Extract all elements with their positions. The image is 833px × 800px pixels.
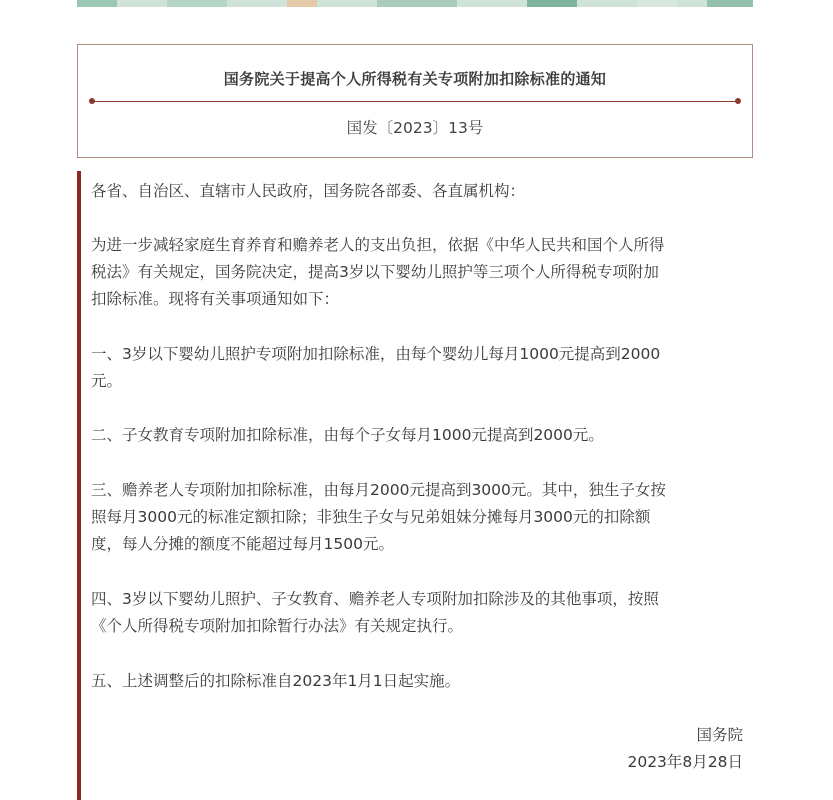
notice-title-box <box>77 44 753 158</box>
item-5-paragraph <box>91 668 751 695</box>
item-1-paragraph <box>91 341 751 395</box>
signature-date: 2023年8月28日 <box>627 753 743 771</box>
paragraph-line: 《个人所得税专项附加扣除暂行办法》有关规定执行。 <box>91 617 464 635</box>
salutation-line: 各省、自治区、直辖市人民政府，国务院各部委、各直属机构： <box>91 182 526 200</box>
salutation <box>91 178 751 205</box>
paragraph-line: 一、3岁以下婴幼儿照护专项附加扣除标准，由每个婴幼儿每月1000元提高到2000 <box>91 345 661 363</box>
paragraph-line: 照每月3000元的标准定额扣除；非独生子女与兄弟姐妹分摊每月3000元的扣除额 <box>91 508 651 526</box>
paragraph-line: 税法》有关规定，国务院决定，提高3岁以下婴幼儿照护等三项个人所得税专项附加 <box>91 263 659 281</box>
title-divider <box>91 101 739 102</box>
paragraph-line: 为进一步减轻家庭生育养育和赡养老人的支出负担，依据《中华人民共和国个人所得 <box>91 236 665 254</box>
notice-title: 国务院关于提高个人所得税有关专项附加扣除标准的通知 <box>223 70 607 88</box>
paragraph-line: 二、子女教育专项附加扣除标准，由每个子女每月1000元提高到2000元。 <box>91 426 604 444</box>
header-banner-image <box>77 0 753 7</box>
paragraph-line: 三、赡养老人专项附加扣除标准，由每月2000元提高到3000元。其中，独生子女按 <box>91 481 666 499</box>
paragraph-line: 扣除标准。现将有关事项通知如下： <box>91 290 340 308</box>
paragraph-line: 度，每人分摊的额度不能超过每月1500元。 <box>91 535 394 553</box>
paragraph-line: 五、上述调整后的扣除标准自2023年1月1日起实施。 <box>91 672 461 690</box>
paragraph-line: 元。 <box>91 372 123 390</box>
document-number: 国发〔2023〕13号 <box>346 119 484 137</box>
divider-dot-right <box>735 98 741 104</box>
item-2-paragraph <box>91 422 751 449</box>
item-4-paragraph <box>91 586 751 640</box>
signature-issuer: 国务院 <box>696 726 743 744</box>
intro-paragraph <box>91 232 751 313</box>
paragraph-line: 四、3岁以下婴幼儿照护、子女教育、赡养老人专项附加扣除涉及的其他事项，按照 <box>91 590 659 608</box>
item-3-paragraph <box>91 477 751 558</box>
body-accent-rule <box>77 171 81 800</box>
